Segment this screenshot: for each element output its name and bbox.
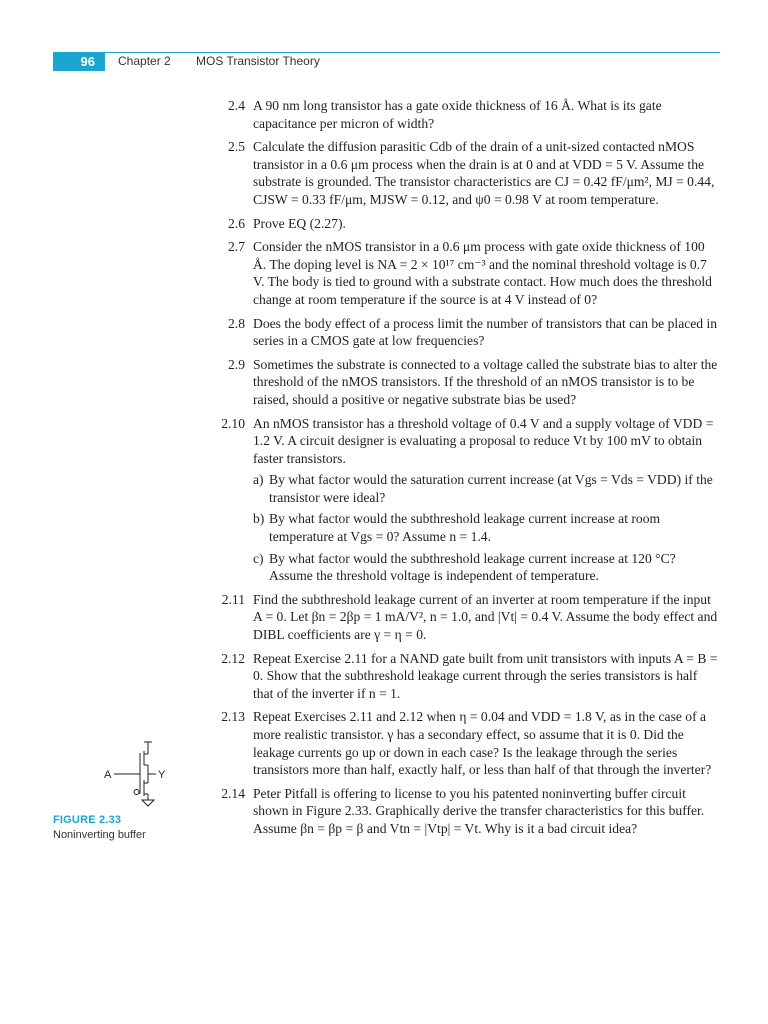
exercise-item	[210, 215, 720, 233]
exercise-text: A 90 nm long transistor has a gate oxide thickness of 16 Å. What is its gate capacitance per micron of width?	[253, 98, 662, 131]
output-label: Y	[158, 769, 166, 781]
pmos-bubble	[134, 790, 139, 795]
exercise-number: 2.6	[228, 215, 245, 231]
exercise-text: An nMOS transistor has a threshold voltage of 0.4 V and a supply voltage of VDD = 1.2 V. A circuit designer is evaluating a proposal to reduce Vt by 100 mV to obtain faster transistors.	[253, 415, 714, 466]
exercise-text: Sometimes the substrate is connected to a voltage called the substrate bias to alter the threshold of the nMOS transistors. If the threshold of an nMOS transistor is to be raised, should a positive or negative substrate bias be used?	[253, 356, 718, 407]
subitem-text: By what factor would the saturation current increase (at Vgs = Vds = VDD) if the transistor were ideal?	[269, 472, 713, 505]
subitem-letter: c)	[253, 550, 264, 566]
exercise-text: Repeat Exercise 2.11 for a NAND gate built from unit transistors with inputs A = B = 0. Show that the subthreshold leakage current through the series transistors is half that of the inverter if n = 1.	[253, 650, 718, 701]
exercise-text: Does the body effect of a process limit the number of transistors that can be placed in series in a CMOS gate at low frequencies?	[253, 315, 718, 349]
exercise-item	[210, 97, 720, 132]
exercise-item	[210, 785, 720, 838]
exercise-item	[210, 138, 720, 208]
exercise-number: 2.10	[221, 415, 245, 431]
noninverting-buffer-diagram	[100, 738, 190, 810]
subitem-letter: a)	[253, 472, 264, 488]
subitem-text: By what factor would the subthreshold leakage current increase at 120 °C? Assume the threshold voltage is independent of temperature.	[269, 550, 676, 584]
exercise-item	[210, 650, 720, 703]
exercise-number: 2.5	[228, 139, 245, 155]
figure-title: FIGURE 2.33	[53, 814, 122, 826]
exercise-number: 2.12	[221, 650, 245, 666]
figure-caption: Noninverting buffer	[53, 829, 146, 841]
exercise-item	[210, 356, 720, 409]
subitem-list	[253, 471, 720, 585]
page-number: 96	[53, 53, 105, 71]
exercise-number: 2.7	[228, 239, 245, 255]
exercise-list	[210, 97, 720, 844]
exercise-item	[210, 708, 720, 778]
exercise-number: 2.4	[228, 98, 245, 113]
chapter-title: MOS Transistor Theory	[196, 54, 320, 68]
exercise-number: 2.9	[228, 356, 245, 372]
exercise-item	[210, 315, 720, 350]
exercise-text: Consider the nMOS transistor in a 0.6 μm process with gate oxide thickness of 100 Å. The doping level is NA = 2 × 10¹⁷ cm⁻³ and the nominal threshold voltage is 0.7 V. The body is tied to ground with a substrate contact. How much does the threshold change at room temperature if the source is at 4 V instead of 0?	[253, 239, 712, 307]
exercise-item	[210, 591, 720, 644]
exercise-text: Calculate the diffusion parasitic Cdb of the drain of a unit-sized contacted nMOS transistor in a 0.6 μm process when the drain is at 0 and at VDD = 5 V. Assume the substrate is grounded. The transistor characteristics are CJ = 0.42 fF/μm², MJ = 0.44, CJSW = 0.33 fF/μm, MJSW = 0.12, and ψ0 = 0.98 V at room temperature.	[253, 139, 715, 207]
exercise-item	[210, 238, 720, 308]
ground-symbol	[142, 800, 154, 806]
exercise-number: 2.11	[221, 591, 245, 607]
exercise-number: 2.14	[221, 785, 245, 801]
exercise-text: Prove EQ (2.27).	[253, 215, 346, 231]
subitem-letter: b)	[253, 511, 265, 527]
header-rule	[53, 52, 720, 53]
subitem-text: By what factor would the subthreshold leakage current increase at room temperature at Vgs = 0? Assume n = 1.4.	[269, 511, 661, 545]
exercise-number: 2.13	[221, 709, 245, 725]
chapter-label: Chapter 2	[118, 54, 171, 68]
exercise-item	[210, 415, 720, 585]
input-label: A	[104, 769, 112, 781]
exercise-text: Peter Pitfall is offering to license to you his patented noninverting buffer circuit shown in Figure 2.33. Graphically derive the transfer characteristics for this buffer. Assume βn = βp = β and Vtn = |Vtp| = Vt. Why is it a bad circuit idea?	[253, 785, 705, 836]
exercise-text: Repeat Exercises 2.11 and 2.12 when η = 0.04 and VDD = 1.8 V, as in the case of a more realistic transistor. γ has a secondary effect, so assume that it is 0. Did the leakage currents go up or down in each case? Is the leakage through the series transistors more than half, exactly half, or less than half of that through the inverter?	[253, 709, 712, 778]
subitem	[253, 550, 720, 585]
subitem	[253, 510, 720, 545]
exercise-number: 2.8	[228, 315, 245, 331]
exercise-text: Find the subthreshold leakage current of an inverter at room temperature if the input A = 0. Let βn = 2βp = 1 mA/V², n = 1.0, and |Vt| = 0.4 V. Assume the body effect and DIBL coefficients are γ = η = 0.	[253, 591, 718, 643]
subitem	[253, 471, 720, 506]
